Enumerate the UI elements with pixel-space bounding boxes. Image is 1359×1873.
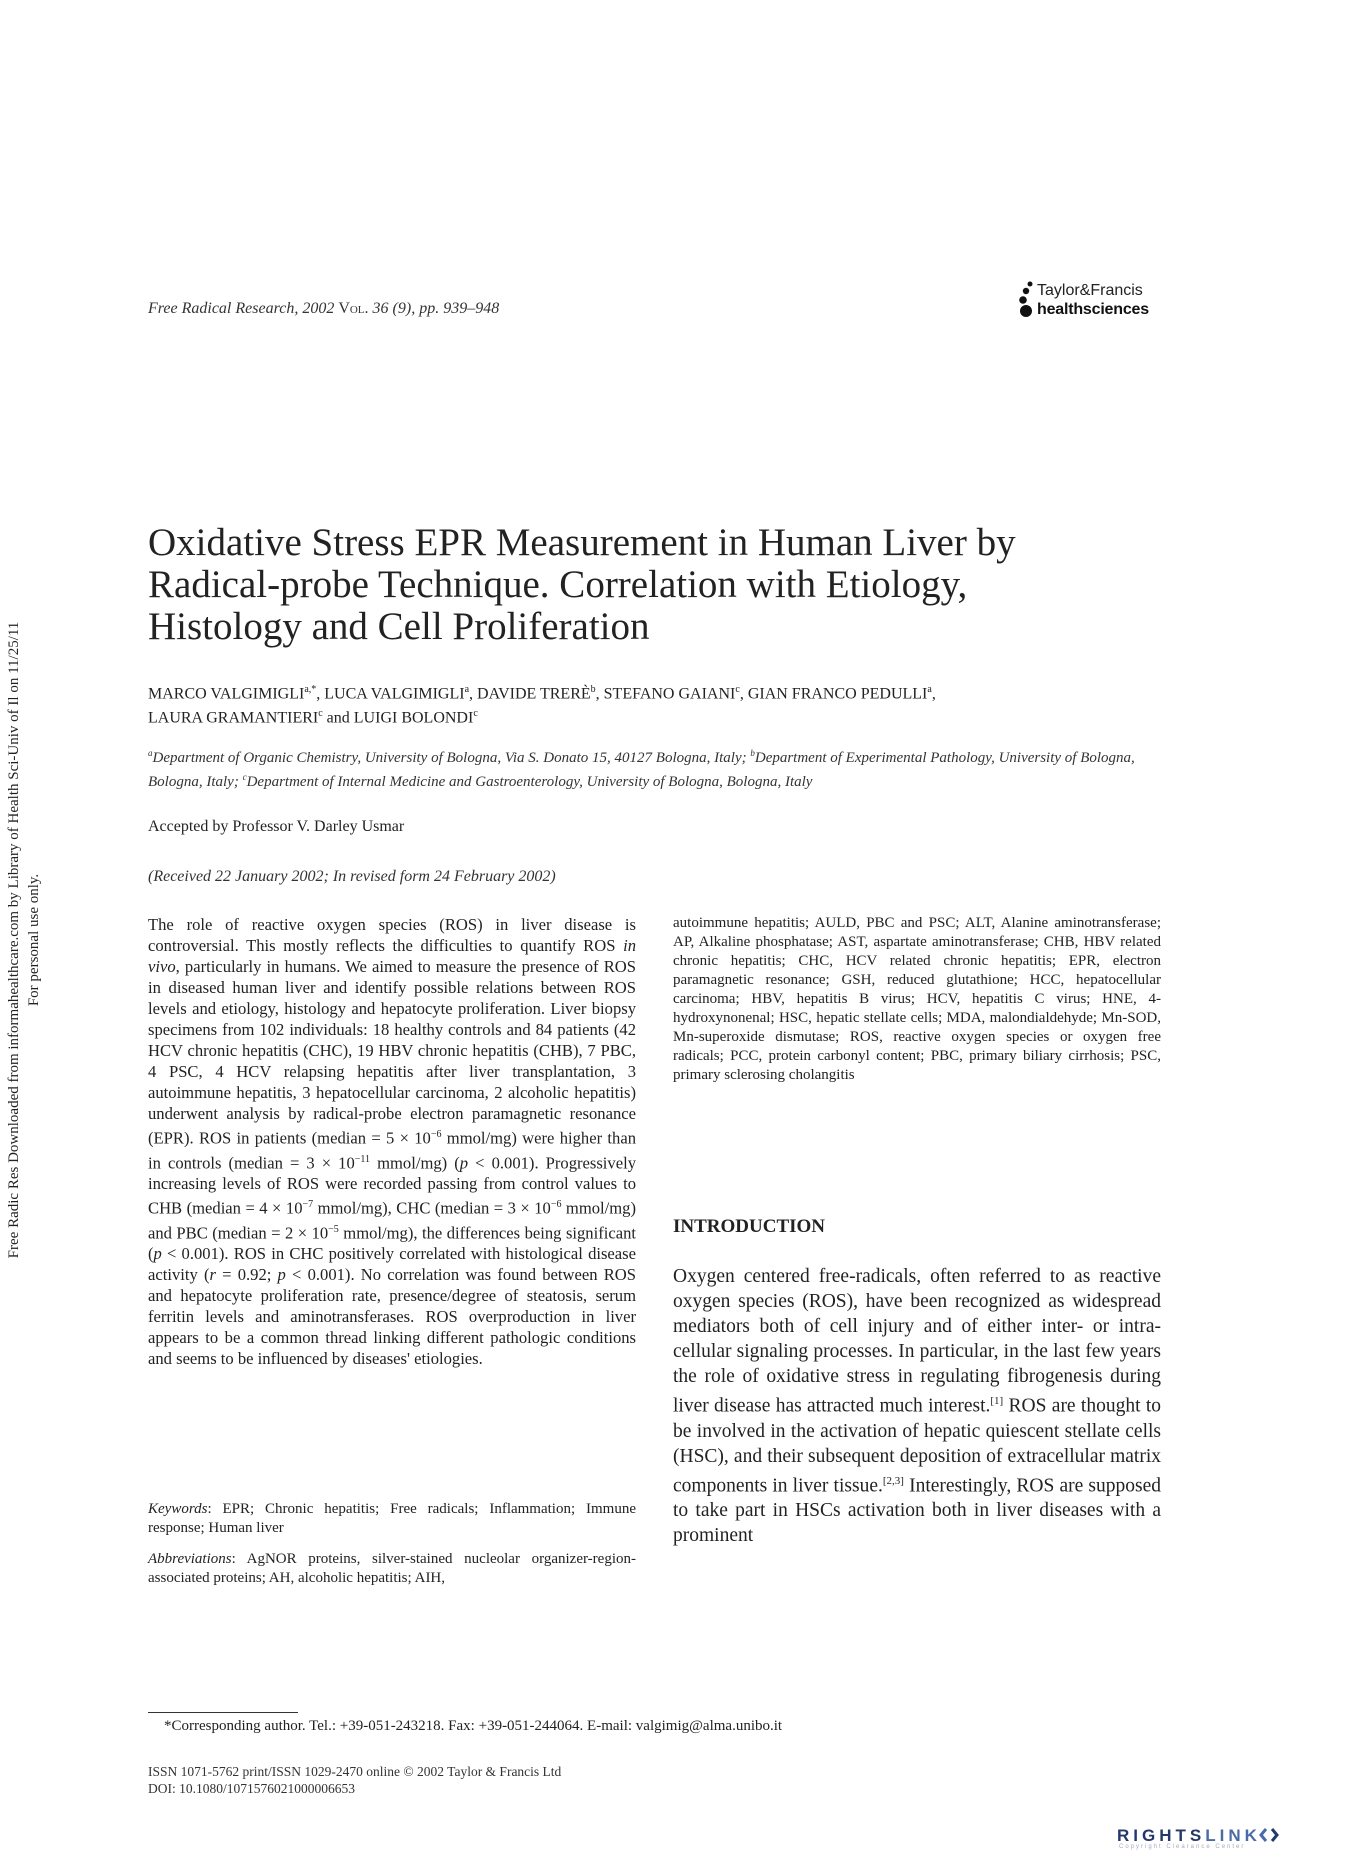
journal-citation [148,300,499,318]
abstract-text: The role of reactive oxygen species (ROS) in liver disease is controversial. This mostly reflects the difficulties to quantify ROS [148,915,636,955]
publisher-logo-line2: healthsciences [1037,301,1149,318]
abstract-text: mmol/mg) were higher than in controls (median = 3 × 10 [148,1128,636,1173]
doi-line: DOI: 10.1080/1071576021000006653 [148,1781,355,1796]
abstract-text: < 0.001). ROS in CHC positively correlated with histological disease activity ( [148,1244,636,1285]
journal-name: Free Radical Research [148,300,295,317]
publisher-logo-line1: Taylor&Francis [1037,282,1143,299]
abstract [148,914,636,1369]
author-separator: , [931,685,936,703]
abstract-text: < 0.001). No correlation was found between ROS and hepatocyte proliferation rate, presence/degree of steatosis, serum ferritin levels and aminotransferases. ROS overproduction in liver appears to be a common thread linking different pathologic conditions and seems to be influenced by diseases' etiologies. [148,1265,636,1369]
abstract-text: mmol/mg) and PBC (median = 2 × 10 [148,1198,636,1243]
rightslink-link: LINK [1205,1826,1261,1845]
abstract-emphasis: in vivo [148,936,636,976]
author-affil-mark: a [464,684,470,695]
exponent: −11 [354,1153,371,1165]
author-name: DAVIDE TRERÈ [477,685,591,703]
author-affil-mark: a,* [304,684,317,695]
journal-vol-label: Vol. [338,300,369,317]
author-separator: , [739,685,748,703]
p-value-symbol: p [459,1153,469,1173]
issn-block [148,1763,561,1797]
intro-text: ROS are thought to be involved in the activation of hepatic quiescent stellate cells (HSC), and their subsequent deposition of extracellular matrix components in liver tissue. [673,1395,1161,1496]
keywords-text: : EPR; Chronic hepatitis; Free radicals; Inflammation; Immune response; Human liver [148,1501,636,1536]
affiliations [148,744,1188,792]
article-title [148,522,1208,648]
r-value-symbol: r [209,1265,216,1285]
download-notice [4,590,44,1290]
author-separator: and [322,709,354,727]
abbreviations-label: Abbreviations [148,1551,232,1567]
abbreviations-col2: autoimmune hepatitis; AULD, PBC and PSC; ALT, Alanine aminotransferase; AP, Alkaline phosphatase; AST, aspartate aminotransferase; CHB, HBV related chronic hepatitis; CHC, HCV related chronic hepatitis; EPR, electron paramagnetic resonance; GSH, reduced glutathione; HCC, hepatocellular carcinoma; HBV, hepatitis B virus; HCV, hepatitis C virus; HNE, 4-hydroxynonenal; HSC, hepatic stellate cells; MDA, malondialdehyde; Mn-SOD, Mn-superoxide dismutase; ROS, reactive oxygen species or oxygen free radicals; PCC, protein carbonyl content; PBC, primary biliary cirrhosis; PSC, primary sclerosing cholangitis [673,915,1161,1083]
corresponding-author-footnote: *Corresponding author. Tel.: +39-051-243218. Fax: +39-051-244064. E-mail: valgimig@alma.unibo.it [164,1718,783,1734]
author-list [148,680,1218,729]
author-affil-mark: c [318,708,323,720]
affil-mark-c: c [242,772,247,782]
author-affil-mark: a [927,684,932,695]
issn-line: ISSN 1071-5762 print/ISSN 1029-2470 online © 2002 Taylor & Francis Ltd [148,1764,562,1779]
citation-ref[interactable]: [2,3] [882,1474,904,1487]
abstract-text: < 0.001). Progressively increasing levels of ROS were recorded passing from control values to CHB (median = 4 × 10 [148,1153,636,1218]
author-name: LAURA GRAMANTIERI [148,709,319,727]
exponent: −6 [430,1129,442,1140]
title-line-2: Radical-probe Technique. Correlation with Etiology, [148,563,968,606]
abstract-text: mmol/mg) ( [370,1153,460,1173]
p-value-symbol: p [153,1244,162,1264]
download-notice-line2: For personal use only. [26,873,42,1007]
accepted-by: Accepted by Professor V. Darley Usmar [148,818,405,835]
affil-b: Department of Experimental Pathology, University of Bologna, Bologna, Italy; [148,750,1135,790]
abstract-text: mmol/mg), the differences being significant ( [148,1223,636,1264]
affil-mark-b: b [750,748,755,758]
rightslink-logo [1117,1826,1327,1856]
keywords-label: Keywords [148,1501,208,1517]
journal-vol-pages: 36 (9), pp. 939–948 [368,300,500,317]
abstract-text: , particularly in humans. We aimed to measure the presence of ROS in diseased human liver and identify possible relations between ROS levels and etiology, histology and hepatocyte proliferation. Liver biopsy specimens from 102 individuals: 18 healthy controls and 84 patients (42 HCV chronic hepatitis (CHC), 19 HBV chronic hepatitis (CHB), 7 PBC, 4 PSC, 4 HCV relapsing hepatitis after liver transplantation, 3 autoimmune hepatitis, 3 hepatocellular carcinoma, 2 alcoholic hepatitis) underwent analysis by radical-probe electron paramagnetic resonance (EPR). ROS in patients (median = 5 × 10 [148,957,636,1148]
received-dates: (Received 22 January 2002; In revised form 24 February 2002) [148,868,556,885]
author-name: LUCA VALGIMIGLI [324,685,465,703]
exponent: −5 [328,1223,339,1235]
affil-c: Department of Internal Medicine and Gastroenterology, University of Bologna, Bologna, Italy [246,774,813,790]
title-line-3: Histology and Cell Proliferation [148,605,650,648]
citation-ref[interactable]: [1] [990,1395,1004,1407]
journal-year: , 2002 [294,300,339,317]
abstract-text: = 0.92; [215,1265,278,1285]
rightslink-arrows-icon [1259,1827,1281,1843]
author-separator: , [595,685,604,703]
abstract-text: mmol/mg), CHC (median = 3 × 10 [313,1198,551,1218]
author-name: LUIGI BOLONDI [353,709,474,727]
author-separator: , [469,685,478,703]
abbreviations-col1 [148,1550,636,1588]
author-affil-mark: c [473,708,478,720]
intro-text: Interestingly, ROS are supposed to take part in HSCs activation both in liver diseases with a prominent [673,1475,1161,1546]
download-notice-line1: Free Radic Res Downloaded from informahealthcare.com by Library of Health Sci-Univ of Il on 11/25/11 [6,621,22,1259]
author-affil-mark: b [590,684,596,695]
abbreviations-text: : AgNOR proteins, silver-stained nucleolar organizer-region-associated proteins; AH, alcoholic hepatitis; AIH, [148,1551,636,1586]
intro-text: Oxygen centered free-radicals, often referred to as reactive oxygen species (ROS), have been recognized as widespread mediators both of cell injury and of either inter- or intra-cellular signaling processes. In particular, in the last few years the role of oxidative stress in regulating fibrogenesis during liver disease has attracted much interest. [673,1266,1161,1417]
rightslink-subtitle: Copyright Clearance Center [1119,1844,1246,1850]
affil-mark-a: a [148,748,153,758]
author-name: STEFANO GAIANI [603,685,736,703]
author-name: MARCO VALGIMIGLI [148,685,305,703]
author-separator: , [316,685,325,703]
footnote-rule [148,1712,298,1713]
publisher-logo [1017,280,1167,324]
author-name: GIAN FRANCO PEDULLI [747,685,928,703]
p-value-symbol: p [277,1265,286,1285]
introduction-body [673,1264,1161,1548]
introduction-heading: INTRODUCTION [673,1216,826,1237]
title-line-1: Oxidative Stress EPR Measurement in Human Liver by [148,521,1016,564]
keywords [148,1500,636,1538]
author-affil-mark: c [735,684,740,695]
exponent: −7 [302,1199,314,1211]
rightslink-rights: RIGHTS [1117,1826,1206,1845]
affil-a: Department of Organic Chemistry, University of Bologna, Via S. Donato 15, 40127 Bologna, Italy; [152,750,751,766]
exponent: −6 [550,1199,562,1211]
